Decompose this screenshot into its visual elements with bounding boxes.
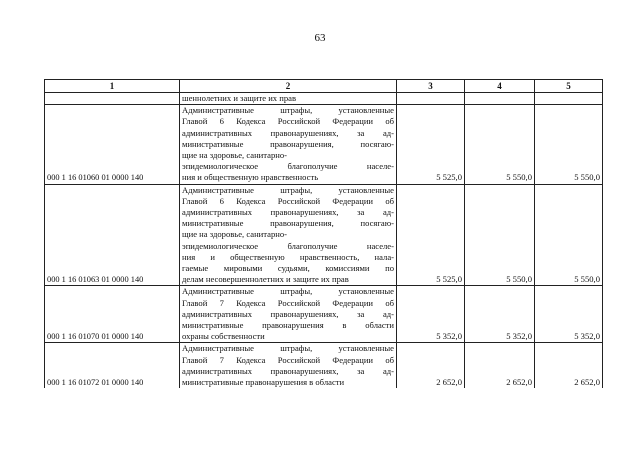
description-line: Главой 7 Кодекса Российской Федерации об (182, 354, 394, 365)
continuation-v4-cell (465, 93, 535, 105)
description-line: административных правонарушениях, за ад- (182, 365, 394, 376)
continuation-code-cell (45, 93, 180, 105)
amount-cell-v5: 2 652,0 (535, 343, 603, 388)
description-line: эпидемиологическое благополучие населе- (182, 161, 394, 172)
description-line: Административные штрафы, установленные (182, 343, 394, 354)
budget-code-cell: 000 1 16 01072 01 0000 140 (45, 343, 180, 388)
amount-cell-v4: 2 652,0 (465, 343, 535, 388)
description-line: министративные правонарушения, посягаю- (182, 138, 394, 149)
column-header-2: 2 (180, 80, 397, 93)
description-line: делам несовершеннолетних и защите их прав (182, 274, 349, 285)
description-line: Административные штрафы, установленные (182, 286, 394, 297)
description-cell (180, 343, 397, 388)
description-line: гаемые мировыми судьями, комиссиями по (182, 263, 394, 274)
continuation-v5-cell (535, 93, 603, 105)
continuation-v3-cell (397, 93, 465, 105)
amount-cell-v5: 5 550,0 (535, 105, 603, 184)
description-line: ния и общественную нравственность (182, 172, 319, 183)
amount-cell-v3: 5 525,0 (397, 184, 465, 286)
description-line: щие на здоровье, санитарно- (182, 229, 287, 240)
description-line: щие на здоровье, санитарно- (182, 150, 287, 161)
description-line: эпидемиологическое благополучие населе- (182, 240, 394, 251)
table-row (45, 105, 603, 184)
description-line: Административные штрафы, установленные (182, 184, 394, 195)
description-line: Административные штрафы, установленные (182, 105, 394, 116)
description-line: министративные правонарушения, посягаю- (182, 218, 394, 229)
column-header-1: 1 (45, 80, 180, 93)
amount-cell-v3: 2 652,0 (397, 343, 465, 388)
description-line: Главой 6 Кодекса Российской Федерации об (182, 195, 394, 206)
description-line: министративные правонарушения в области (182, 320, 394, 331)
page-number: 63 (314, 32, 326, 44)
description-line: административных правонарушениях, за ад- (182, 207, 394, 218)
description-cell (180, 286, 397, 343)
column-header-3: 3 (397, 80, 465, 93)
description-line: Главой 7 Кодекса Российской Федерации об (182, 297, 394, 308)
budget-code-cell: 000 1 16 01060 01 0000 140 (45, 105, 180, 184)
budget-code-cell: 000 1 16 01063 01 0000 140 (45, 184, 180, 286)
amount-cell-v5: 5 352,0 (535, 286, 603, 343)
table-row (45, 184, 603, 286)
table-row (45, 286, 603, 343)
budget-table (44, 79, 603, 388)
description-line: охраны собственности (182, 331, 265, 342)
column-header-4: 4 (465, 80, 535, 93)
description-line: Главой 6 Кодекса Российской Федерации об (182, 116, 394, 127)
description-line: административных правонарушениях, за ад- (182, 127, 394, 138)
description-cell (180, 184, 397, 286)
amount-cell-v4: 5 550,0 (465, 184, 535, 286)
description-line: административных правонарушениях, за ад- (182, 308, 394, 319)
continuation-name-cell: шеннолетних и защите их прав (180, 93, 397, 105)
column-header-5: 5 (535, 80, 603, 93)
table-row (45, 343, 603, 388)
description-cell (180, 105, 397, 184)
description-line: ния и общественную нравственность, нала- (182, 251, 394, 262)
amount-cell-v4: 5 352,0 (465, 286, 535, 343)
description-line: министративные правонарушения в области (182, 377, 345, 388)
table-header-row (45, 80, 603, 93)
amount-cell-v3: 5 352,0 (397, 286, 465, 343)
continuation-row (45, 93, 603, 105)
budget-code-cell: 000 1 16 01070 01 0000 140 (45, 286, 180, 343)
amount-cell-v3: 5 525,0 (397, 105, 465, 184)
amount-cell-v5: 5 550,0 (535, 184, 603, 286)
amount-cell-v4: 5 550,0 (465, 105, 535, 184)
